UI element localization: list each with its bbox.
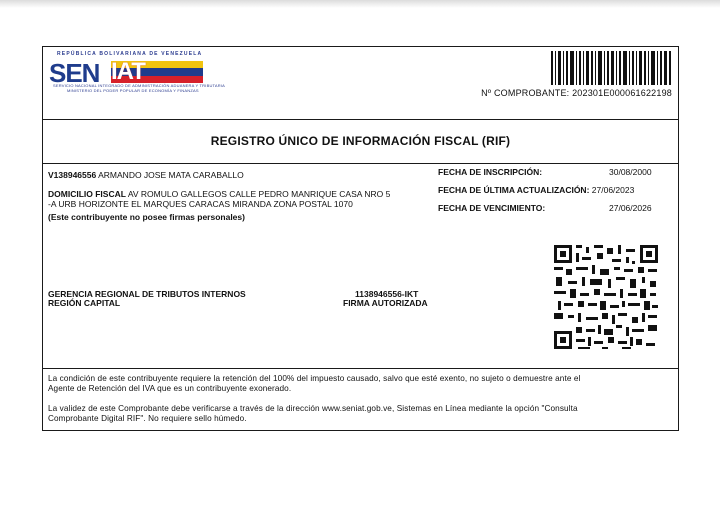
inscripcion-date: 30/08/2000 bbox=[609, 167, 652, 177]
firma-autorizada: FIRMA AUTORIZADA bbox=[343, 298, 428, 308]
logo-wordmark: SEN bbox=[49, 58, 100, 88]
logo-wordmark-iat: IAT bbox=[111, 58, 145, 85]
retention-note bbox=[48, 374, 676, 394]
domicilio-line1 bbox=[48, 189, 390, 199]
validity-note bbox=[48, 404, 676, 424]
domicilio-text-1: AV ROMULO GALLEGOS CALLE PEDRO MANRIQUE CASA NRO 5 bbox=[127, 189, 391, 199]
retention-note-line1: La condición de este contribuyente requiere la retención del 100% del impuesto causado, salvo que esté exento, no sujeto o demuestre ante el bbox=[48, 374, 581, 383]
document-title: REGISTRO ÚNICO DE INFORMACIÓN FISCAL (RIF) bbox=[210, 134, 511, 148]
actualizacion-date: 27/06/2023 bbox=[591, 185, 635, 195]
rif-number: V138946556 bbox=[48, 170, 97, 180]
logo-agency-text: SERVICIO NACIONAL INTEGRADO DE ADMINISTRACIÓN ADUANERA Y TRIBUTARIA bbox=[53, 83, 226, 88]
certificate-header bbox=[43, 47, 678, 120]
signature-note: (Este contribuyente no posee firmas personales) bbox=[48, 212, 245, 222]
barcode-icon bbox=[551, 51, 671, 85]
rif-certificate bbox=[42, 46, 679, 431]
actualizacion-row bbox=[438, 185, 634, 195]
retention-note-line2: Agente de Retención del IVA que es un contribuyente exonerado. bbox=[48, 384, 292, 393]
validity-note-line1: La validez de este Comprobante debe verificarse a través de la dirección www.seniat.gob.ve, Sistemas en Línea mediante la opción "Consulta bbox=[48, 404, 578, 413]
legal-notes bbox=[43, 368, 678, 431]
office-code: 1138946556-IKT bbox=[355, 289, 419, 299]
domicilio-text-2: -A URB HORIZONTE EL MARQUES CARACAS MIRANDA ZONA POSTAL 1070 bbox=[48, 199, 353, 209]
validity-note-line2: Comprobante Digital RIF". No requiere sello húmedo. bbox=[48, 414, 247, 423]
scan-shadow bbox=[0, 0, 720, 8]
taxpayer-name: ARMANDO JOSE MATA CARABALLO bbox=[98, 170, 244, 180]
inscripcion-label: FECHA DE INSCRIPCIÓN: bbox=[438, 167, 543, 177]
actualizacion-label: FECHA DE ÚLTIMA ACTUALIZACIÓN: bbox=[438, 185, 590, 195]
logo-ministry-text: MINISTERIO DEL PODER POPULAR DE ECONOMÍA Y FINANZAS bbox=[67, 88, 199, 93]
qr-code-icon bbox=[552, 243, 660, 351]
comprobante-number: Nº COMPROBANTE: 202301E000061622198 bbox=[481, 88, 672, 98]
domicilio-label: DOMICILIO FISCAL bbox=[48, 189, 126, 199]
certificate-body bbox=[43, 163, 678, 368]
vencimiento-date: 27/06/2026 bbox=[609, 203, 652, 213]
logo-country-text: REPÚBLICA BOLIVARIANA DE VENEZUELA bbox=[57, 51, 203, 57]
vencimiento-label: FECHA DE VENCIMIENTO: bbox=[438, 203, 546, 213]
seniat-logo bbox=[49, 51, 226, 99]
title-band bbox=[43, 119, 678, 164]
office-line2: REGIÓN CAPITAL bbox=[48, 298, 121, 308]
taxpayer-line bbox=[48, 170, 244, 180]
office-line1: GERENCIA REGIONAL DE TRIBUTOS INTERNOS bbox=[48, 289, 246, 299]
